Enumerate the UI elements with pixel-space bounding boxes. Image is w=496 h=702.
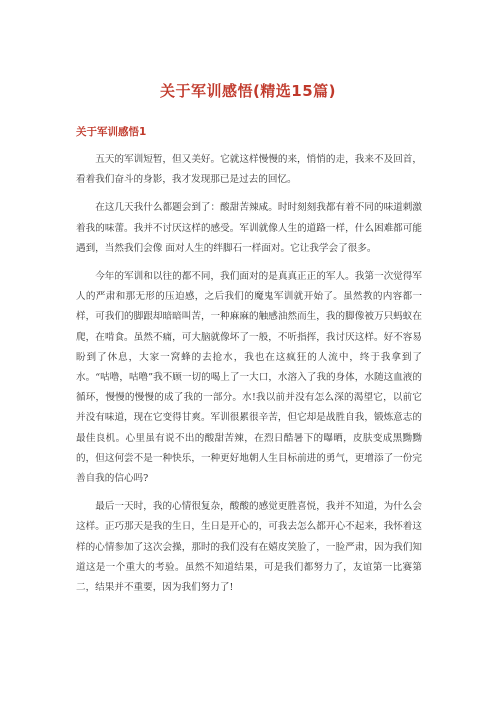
paragraph: 在这几天我什么都题会到了：酸甜苦辣咸。时时刻刻我都有着不同的味道刺激着我的味蕾。我并不讨厌这样的感受。军训就像人生的道路一样，什么困难都可能遇到，当然我们会像 面对人生的绊脚石一样面对。它让我学会了很多。: [76, 202, 422, 254]
paragraph: 最后一天时，我的心情很复杂，酸酸的感觉更胜喜悦，我并不知道，为什么会这样。正巧那天是我的生日，生日是开心的，可我去怎么都开心不起来，我怀着这样的心情参加了这次会操，那时的我们没有在嬉皮笑脸了，一脸严肃，因为我们知道这是一个重大的考验。虽然不知道结果，可是我们都努力了，友谊第一比赛第二，结果并不重要，因为我们努力了!: [76, 501, 422, 594]
section-body: [76, 150, 422, 606]
paragraph: 五天的军训短暂，但又美好。它就这样慢慢的来，悄悄的走，我来不及回首，看着我们奋斗的身影，我才发现那已是过去的回忆。: [76, 154, 422, 186]
paragraph: 今年的军训和以往的都不同，我们面对的是真真正正的军人。我第一次觉得军人的严肃和那无形的压迫感，之后我们的魔鬼军训就开始了。虽然教的内容都一样，可我们的脚跟却暗暗叫苦，一种麻麻的触感油然而生，我的脚像被万只蚂蚁在爬，在啃食。虽然不痛，可大脑就像坏了一般，不听指挥，我讨厌这样。好不容易盼到了休息，大家一窝蜂的去抢水，我也在这疯狂的人流中，终于我拿到了水。“咕噜，咕噜”我不顾一切的喝上了一大口，水溶入了我的身体，水随这血液的循环，慢慢的慢慢的成了我的一部分。水!我以前并没有怎么深的渴望它，以前它并没有味道，现在它变得甘爽。军训很累很辛苦，但它却是战胜自我，锻炼意志的最佳良机。心里虽有说不出的酸甜苦辣，在烈日酷暑下的曝晒，皮肤变成黑黝黝的，但这何尝不是一种快乐，一种更好地朝人生目标前进的勇气，更增添了一份完善自我的信心吗?: [76, 271, 422, 485]
document-title: 关于军训感悟(精选15篇): [159, 82, 337, 100]
section-heading: 关于军训感悟1: [76, 126, 147, 138]
